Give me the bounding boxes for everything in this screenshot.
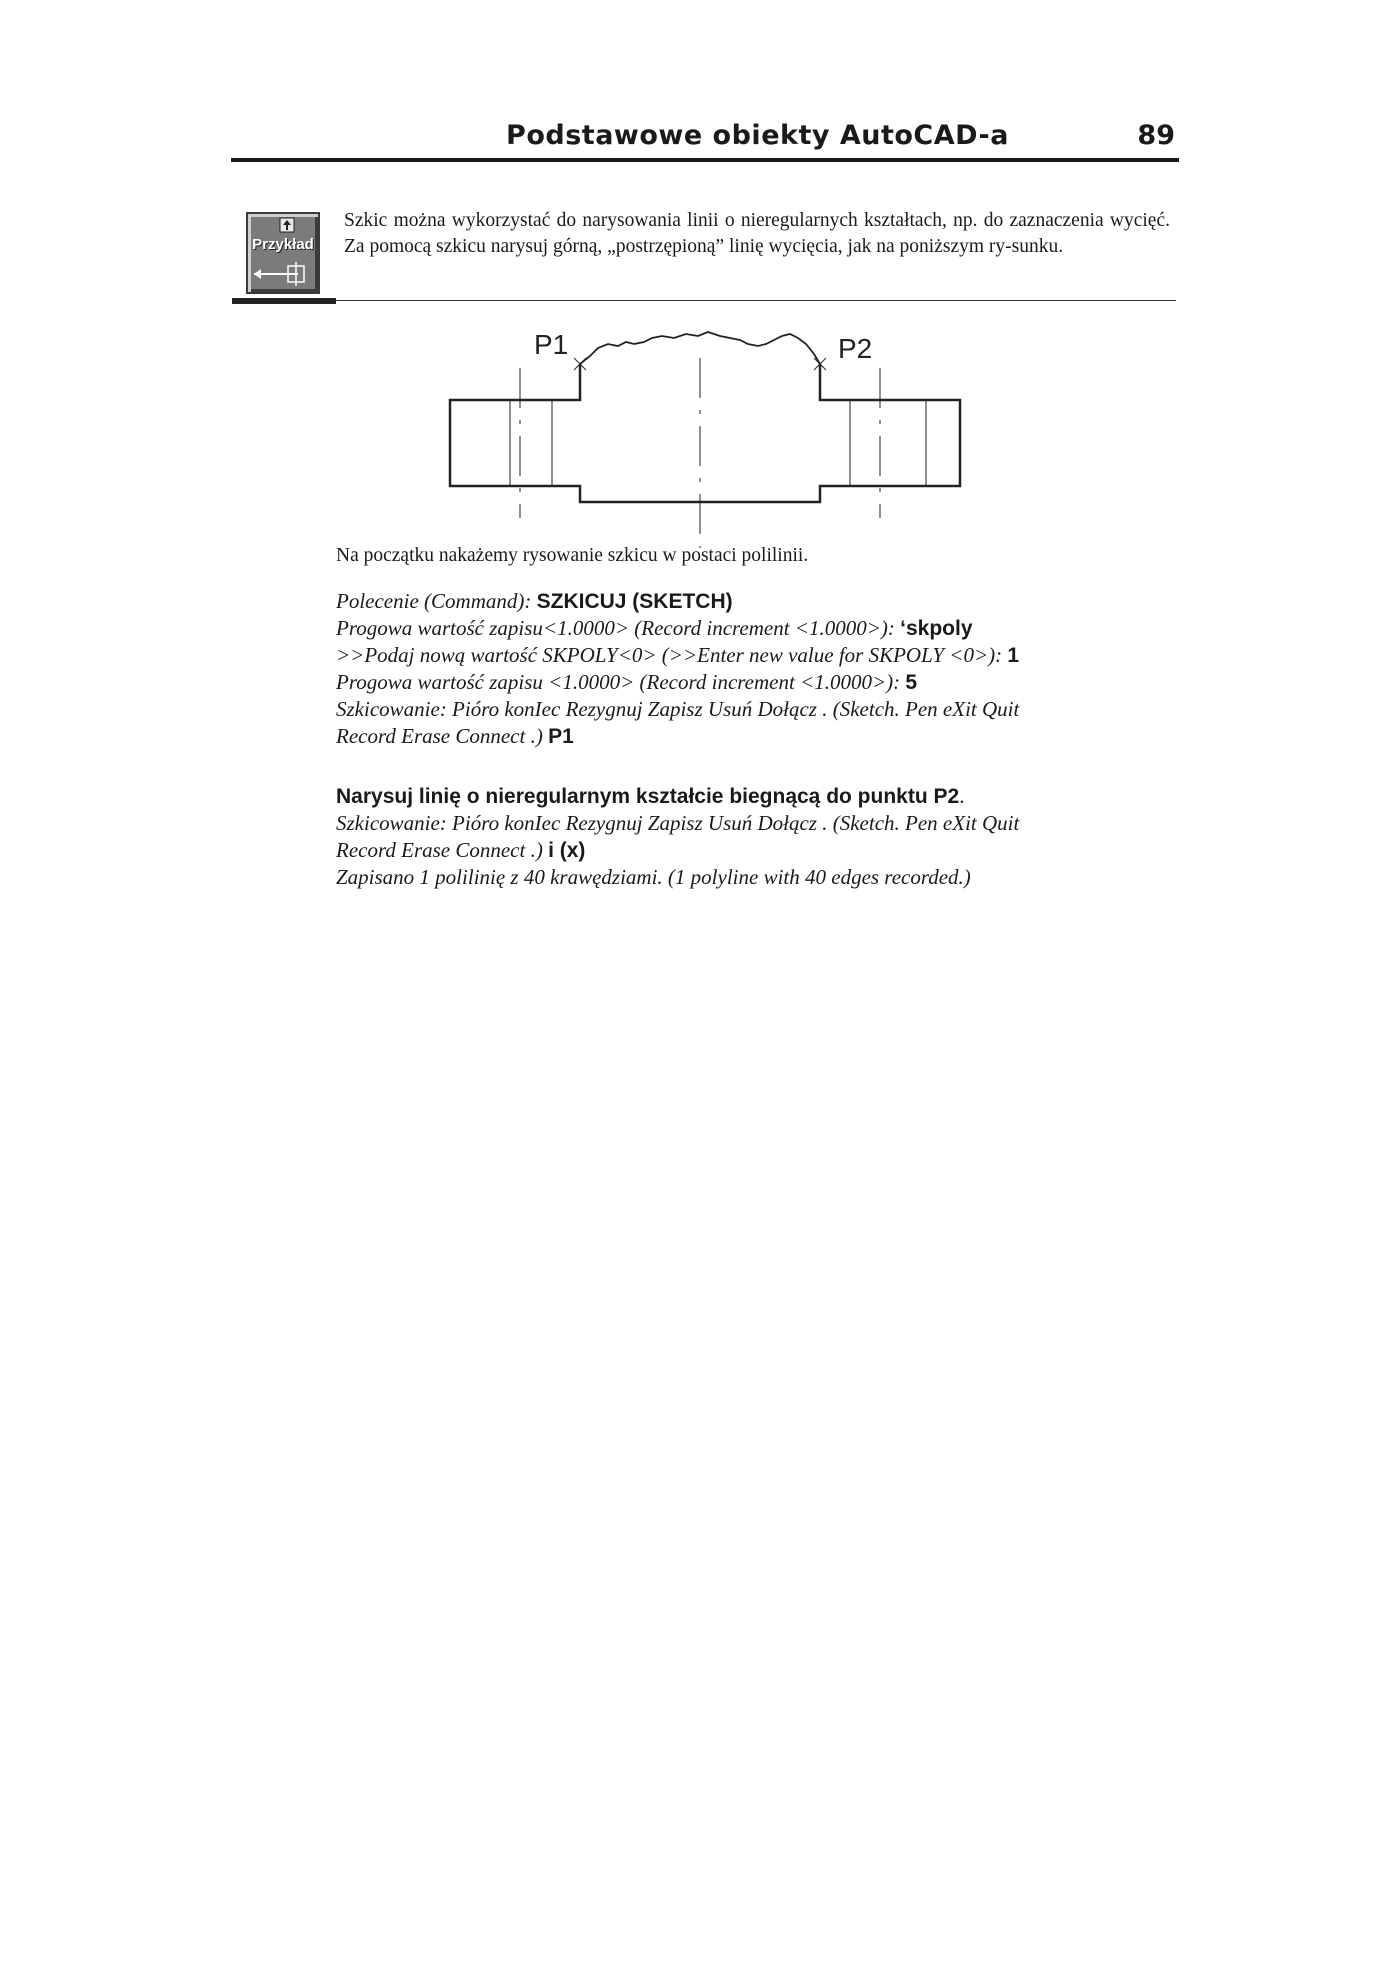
example-underline (232, 298, 336, 304)
command-line (336, 615, 1176, 642)
command-line (336, 696, 1176, 723)
command-line (336, 864, 1176, 891)
command-prompt: Szkicowanie: Pióro konIec Rezygnuj Zapisz Usuń Dołącz . (Sketch. Pen eXit Quit (336, 697, 1020, 721)
command-line (336, 642, 1176, 669)
command-prompt: Progowa wartość zapisu <1.0000> (Record increment <1.0000>): (336, 670, 906, 694)
command-prompt: Szkicowanie: Pióro konIec Rezygnuj Zapisz Usuń Dołącz . (Sketch. Pen eXit Quit (336, 811, 1020, 835)
example-icon (246, 212, 320, 294)
example-arrows-icon (248, 214, 318, 292)
command-line (336, 669, 1176, 696)
example-label: Przykład (252, 236, 314, 253)
caption: Na początku nakażemy rysowanie szkicu w postaci polilinii. (336, 545, 809, 566)
command-line (336, 837, 1176, 864)
command-prompt: Progowa wartość zapisu<1.0000> (Record increment <1.0000>): (336, 616, 901, 640)
command-input: ‘skpoly (900, 617, 973, 640)
example-text: Szkic można wykorzystać do narysowania linii o nieregularnych kształtach, np. do zaznaczenia wycięć. Za pomocą szkicu narysuj górną, „postrzępioną” linię wycięcia, jak na poniższym ry-sunku. (344, 210, 1170, 257)
part-outline (450, 364, 960, 502)
instruction-line (336, 784, 964, 809)
instruction-bold: Narysuj linię o nieregularnym kształcie biegnącą do punktu P2 (336, 785, 960, 808)
point-label-p1: P1 (534, 329, 569, 360)
command-prompt: Record Erase Connect .) (336, 724, 549, 748)
command-prompt: >>Podaj nową wartość SKPOLY<0> (>>Enter new value for SKPOLY <0>): (336, 643, 1008, 667)
page-header (231, 118, 1179, 162)
command-input: 1 (1007, 644, 1020, 667)
running-title: Podstawowe obiekty AutoCAD-a (506, 120, 1009, 151)
command-prompt: Zapisano 1 polilinię z 40 krawędziami. (1 polyline with 40 edges recorded.) (336, 865, 971, 889)
command-prompt: Polecenie (Command): (336, 589, 537, 613)
command-line (336, 723, 1176, 750)
command-prompt: Record Erase Connect .) (336, 838, 549, 862)
command-line (336, 810, 1176, 837)
instruction-tail: . (959, 784, 965, 808)
page-number: 89 (1137, 120, 1175, 151)
point-label-p2: P2 (838, 333, 873, 364)
command-input: i (x) (548, 839, 586, 862)
cad-drawing (430, 318, 970, 548)
command-input: 5 (905, 671, 918, 694)
command-input: SZKICUJ (SKETCH) (536, 590, 733, 613)
command-line (336, 588, 1176, 615)
command-input: P1 (548, 725, 574, 748)
